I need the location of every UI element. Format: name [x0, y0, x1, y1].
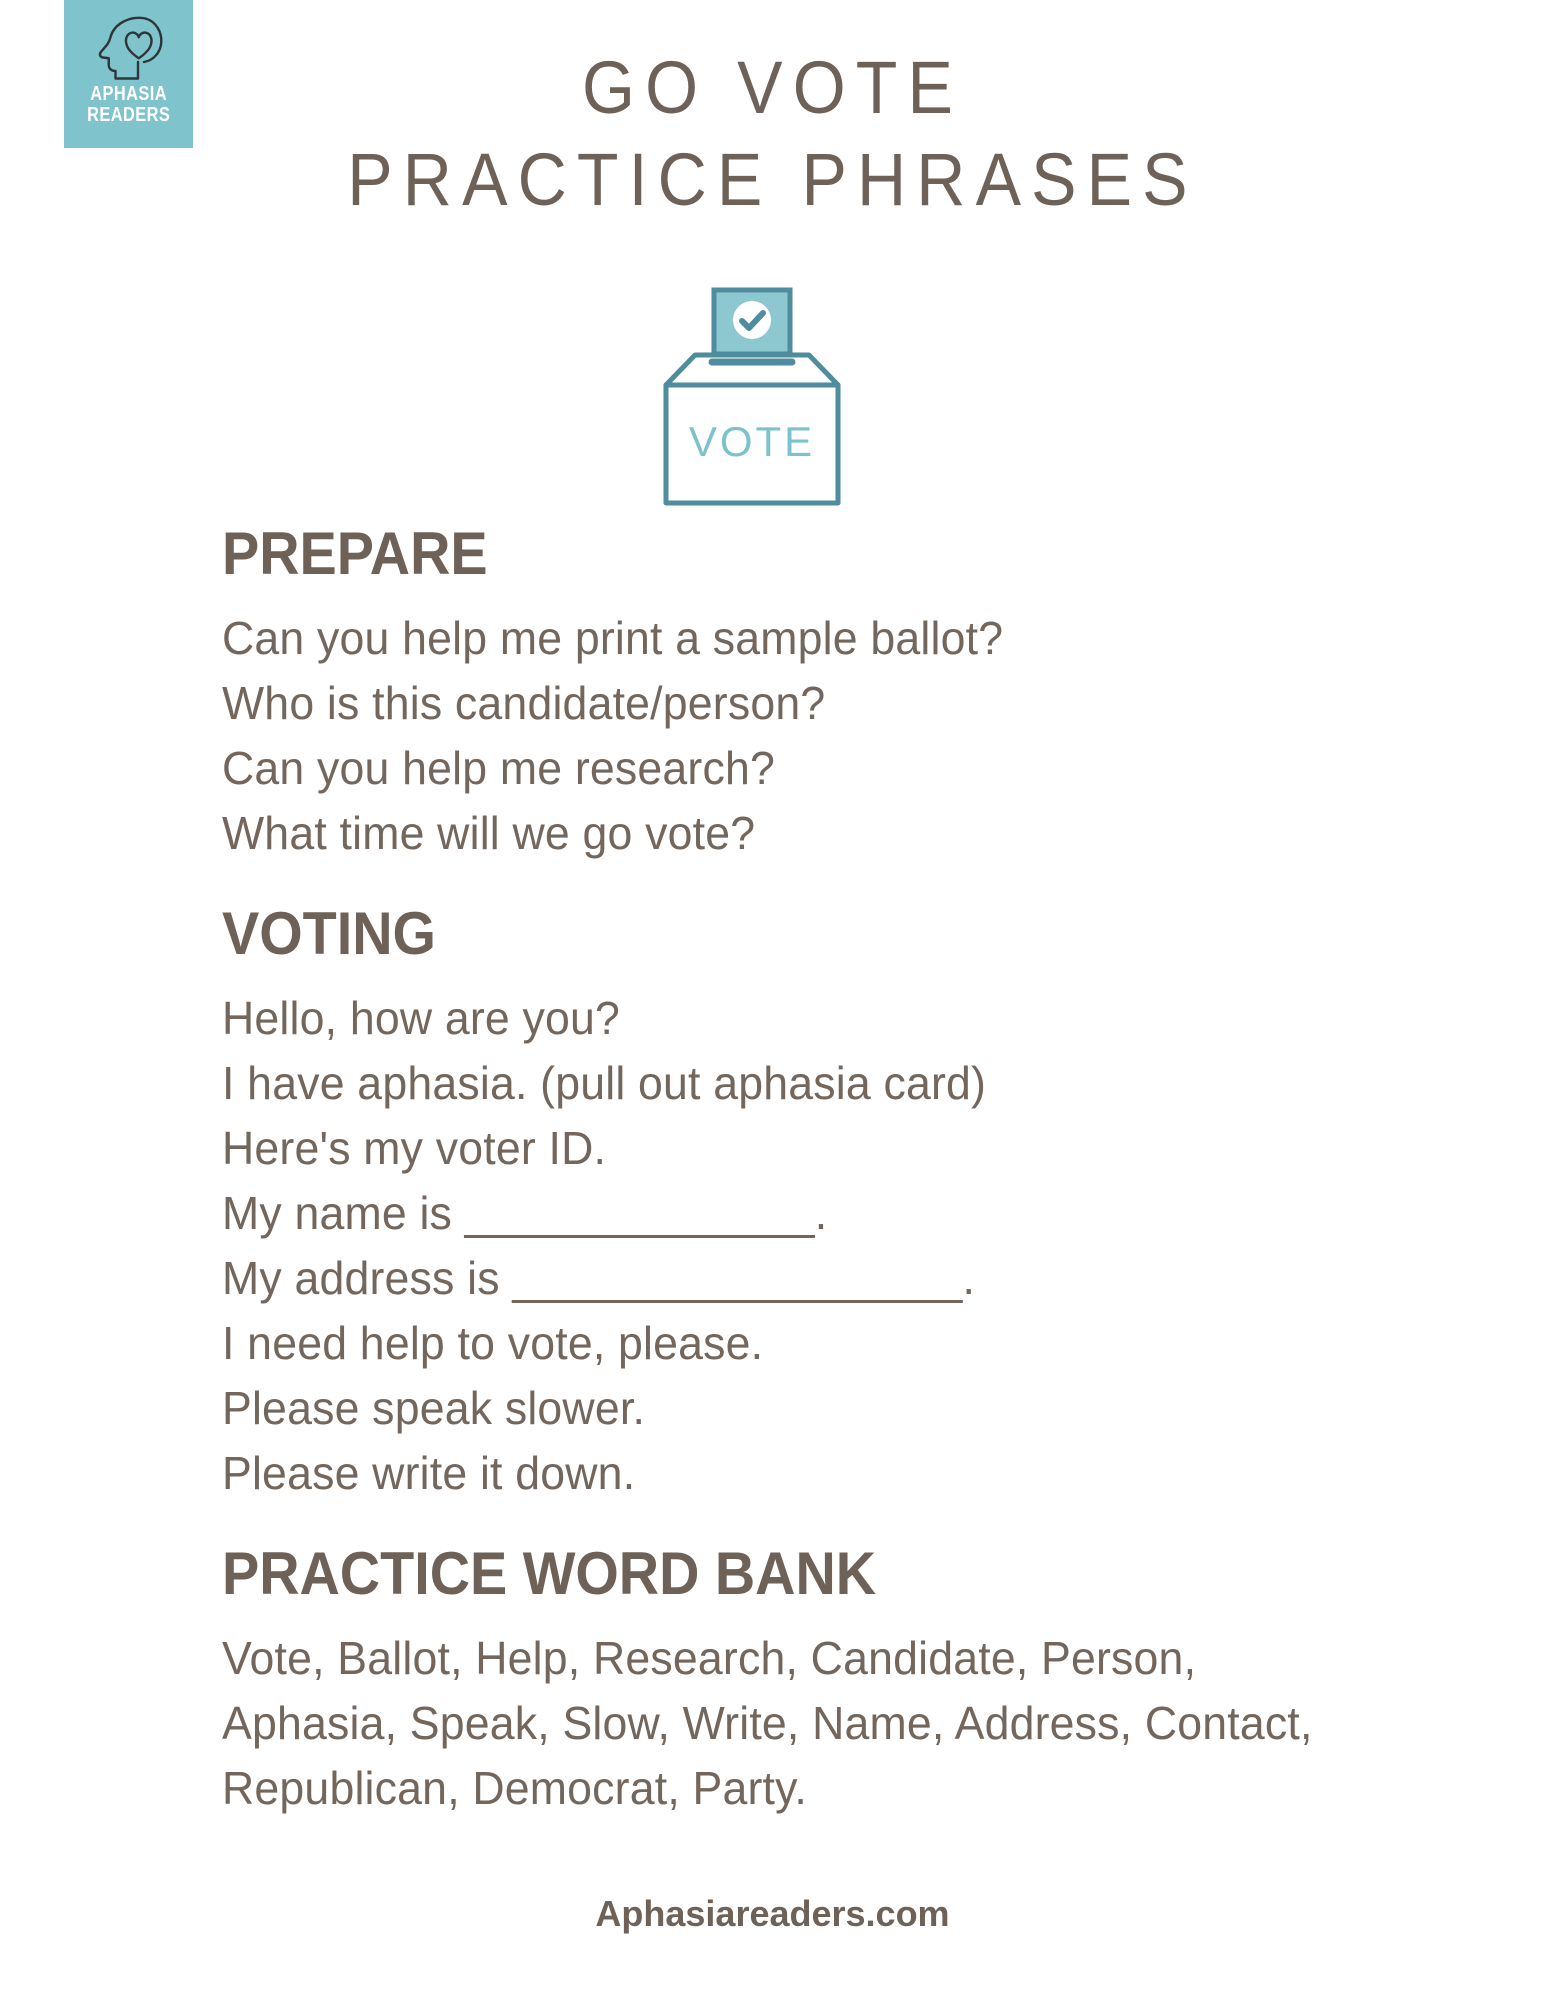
phrase-item-address-blank: My address is __________________.	[222, 1252, 976, 1304]
phrase-list-voting	[222, 986, 1402, 1506]
ballot-box-icon	[652, 284, 852, 514]
phrase-item: Can you help me research?	[222, 742, 776, 794]
phrase-item: Hello, how are you?	[222, 992, 621, 1044]
word-bank-list	[222, 1626, 1402, 1821]
brand-logo-line2: READERS	[86, 104, 171, 126]
word-bank-line: Aphasia, Speak, Slow, Write, Name, Address, Contact,	[222, 1697, 1313, 1749]
phrase-item: I need help to vote, please.	[222, 1317, 764, 1369]
word-bank-line: Republican, Democrat, Party.	[222, 1762, 807, 1814]
footer-website: Aphasiareaders.com	[595, 1893, 950, 1934]
content-body	[222, 520, 1402, 1821]
page-title	[0, 42, 1545, 226]
section-heading-voting: VOTING	[222, 900, 436, 967]
section-heading-word-bank: PRACTICE WORD BANK	[222, 1540, 877, 1607]
ballot-vote-label: VOTE	[688, 418, 816, 465]
phrase-list-prepare	[222, 606, 1402, 866]
word-bank-line: Vote, Ballot, Help, Research, Candidate, Person,	[222, 1632, 1197, 1684]
phrase-item: Please speak slower.	[222, 1382, 646, 1434]
phrase-item: I have aphasia. (pull out aphasia card)	[222, 1057, 987, 1109]
phrase-item-name-blank: My name is ______________.	[222, 1187, 828, 1239]
brand-logo-line1: APHASIA	[90, 83, 167, 105]
page-title-line2: PRACTICE PHRASES	[347, 138, 1198, 221]
phrase-item: Who is this candidate/person?	[222, 677, 826, 729]
section-heading-prepare: PREPARE	[222, 520, 488, 587]
phrase-item: Can you help me print a sample ballot?	[222, 612, 1004, 664]
page-title-line1: GO VOTE	[581, 46, 964, 129]
phrase-item: Please write it down.	[222, 1447, 636, 1499]
phrase-item: Here's my voter ID.	[222, 1122, 607, 1174]
phrase-item: What time will we go vote?	[222, 807, 756, 859]
